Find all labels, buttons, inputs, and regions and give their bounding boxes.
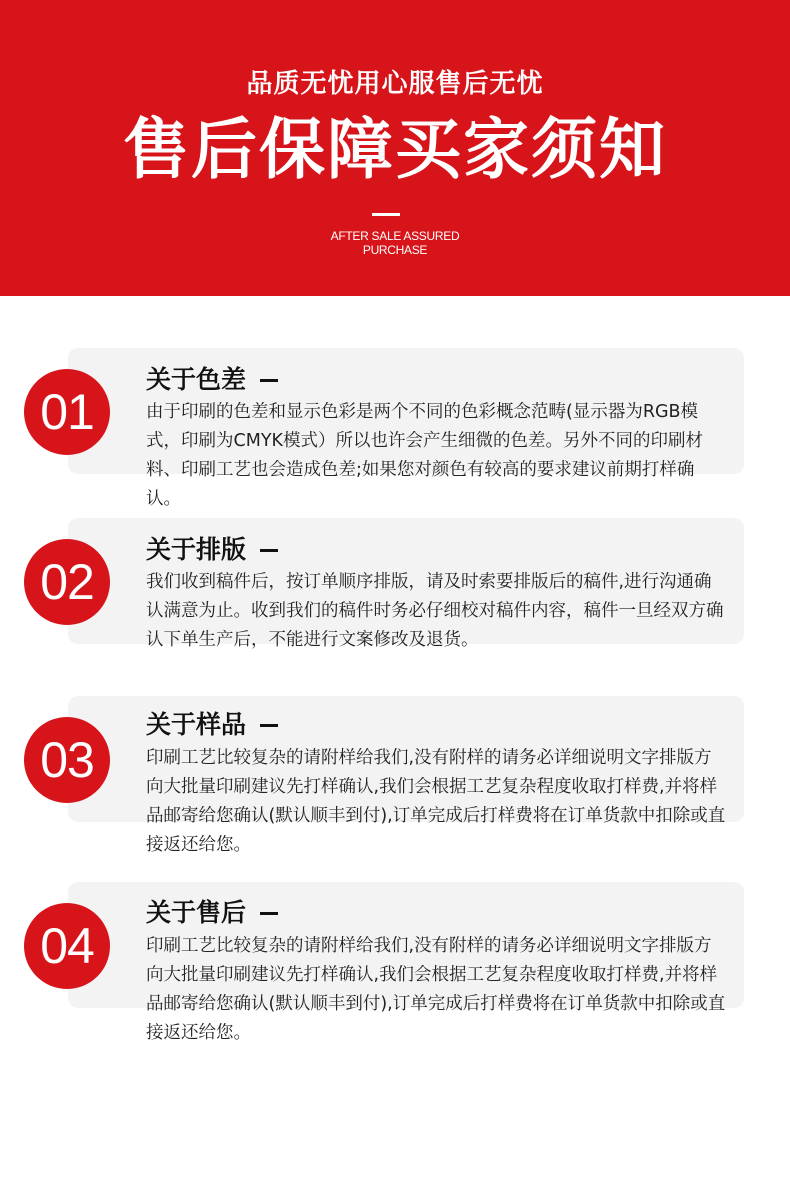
title-dash — [260, 724, 278, 727]
item-title-text: 关于样品 — [146, 710, 247, 739]
item-title-text: 关于色差 — [146, 365, 247, 394]
item-body: 我们收到稿件后，按订单顺序排版，请及时索要排版后的稿件,进行沟通确认满意为止。收到我们的稿件时务必仔细校对稿件内容，稿件一旦经双方确认下单生产后，不能进行文案修改及退货。 — [146, 572, 724, 650]
item-title-text: 关于排版 — [146, 535, 247, 564]
english-caption-line-1: AFTER SALE ASSURED — [330, 229, 460, 243]
item-title — [146, 898, 278, 928]
title-dash — [260, 379, 278, 382]
page-title: 售后保障买家须知 — [123, 111, 667, 188]
item-title-text: 关于售后 — [146, 898, 247, 927]
english-caption-line-2: PURCHASE — [362, 243, 428, 257]
english-caption — [0, 229, 790, 257]
title-dash — [260, 549, 278, 552]
header-subtitle: 品质无忧用心服售后无忧 — [246, 69, 544, 99]
title-dash — [260, 912, 278, 915]
header-banner — [0, 0, 790, 296]
item-number-badge: 04 — [24, 903, 110, 989]
item-title — [146, 365, 278, 395]
item-body: 印刷工艺比较复杂的请附样给我们,没有附样的请务必详细说明文字排版方向大批量印刷建议先打样确认,我们会根据工艺复杂程度收取打样费,并将样品邮寄给您确认(默认顺丰到付),订单完成后打样费将在订单货款中扣除或直接返还给您。 — [146, 748, 726, 855]
item-number-badge: 02 — [24, 539, 110, 625]
title-divider — [372, 213, 400, 216]
item-number-badge: 03 — [24, 717, 110, 803]
item-body: 印刷工艺比较复杂的请附样给我们,没有附样的请务必详细说明文字排版方向大批量印刷建议先打样确认,我们会根据工艺复杂程度收取打样费,并将样品邮寄给您确认(默认顺丰到付),订单完成后打样费将在订单货款中扣除或直接返还给您。 — [146, 936, 726, 1043]
item-number-badge: 01 — [24, 369, 110, 455]
item-body: 由于印刷的色差和显示色彩是两个不同的色彩概念范畴(显示器为RGB模式，印刷为CMYK模式）所以也许会产生细微的色差。另外不同的印刷材料、印刷工艺也会造成色差;如果您对颜色有较高的要求建议前期打样确认。 — [146, 402, 703, 509]
item-title — [146, 535, 278, 565]
item-title — [146, 710, 278, 740]
